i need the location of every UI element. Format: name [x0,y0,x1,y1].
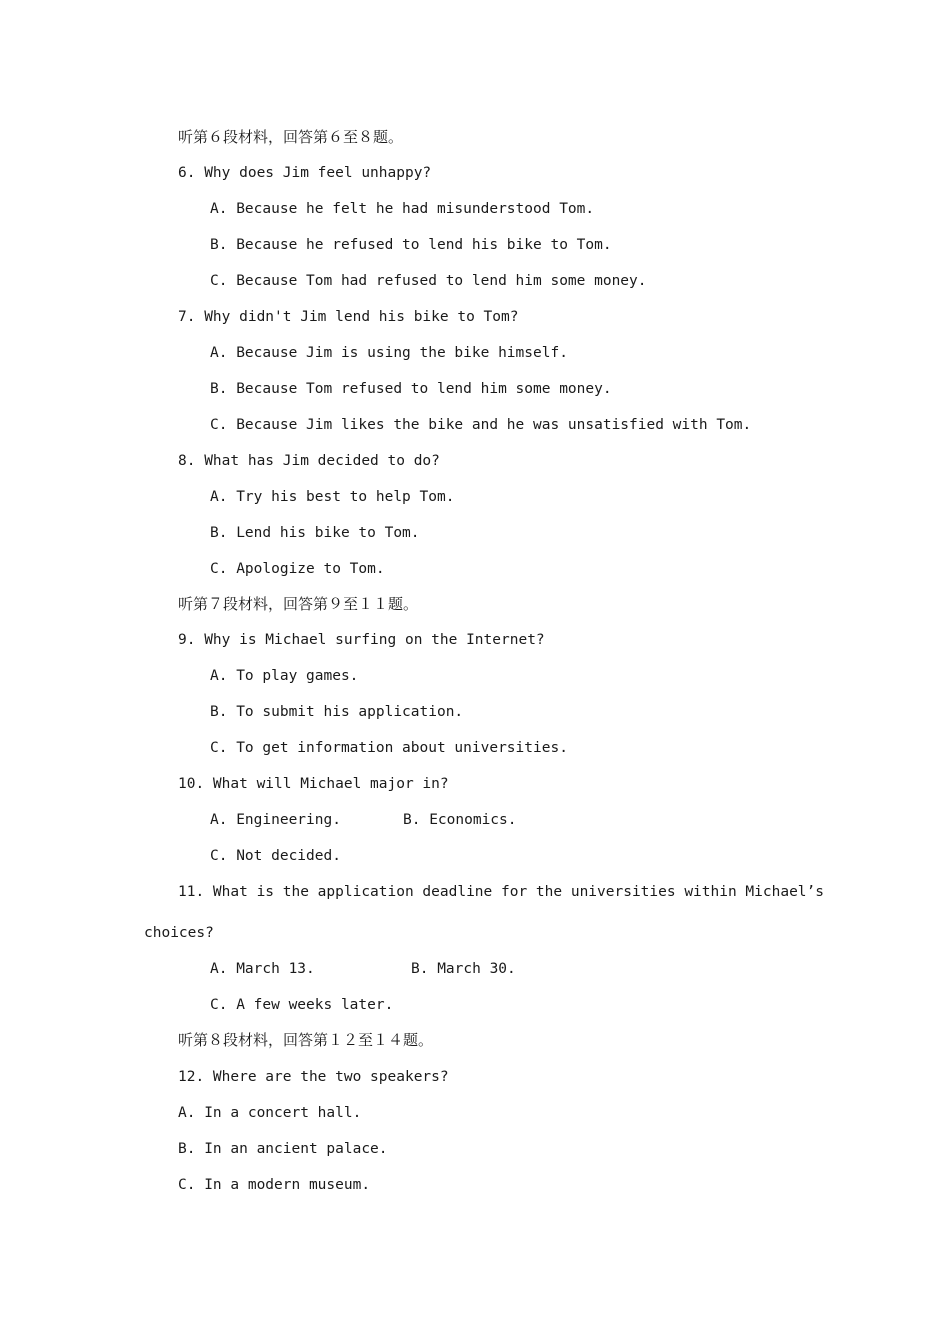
question-8-option-a: A. Try his best to help Tom. [210,489,455,505]
question-6-stem: 6. Why does Jim feel unhappy? [178,165,432,181]
question-11-option-c: C. A few weeks later. [210,997,394,1013]
question-6-option-a: A. Because he felt he had misunderstood Tom. [210,201,595,217]
question-12-stem: 12. Where are the two speakers? [178,1069,449,1085]
question-9-option-a: A. To play games. [210,668,359,684]
question-10-option-a: A. Engineering. [210,812,341,828]
question-7-option-b: B. Because Tom refused to lend him some money. [210,381,612,397]
question-12-option-b: B. In an ancient palace. [178,1141,388,1157]
question-9-option-b: B. To submit his application. [210,704,464,720]
question-8-stem: 8. What has Jim decided to do? [178,453,440,469]
question-7-stem: 7. Why didn't Jim lend his bike to Tom? [178,309,519,325]
question-11-stem-line-2: choices? [144,925,214,941]
question-8-option-b: B. Lend his bike to Tom. [210,525,420,541]
question-11-stem-line-1: 11. What is the application deadline for the universities within Michael’s [178,884,825,900]
question-12-option-c: C. In a modern museum. [178,1177,371,1193]
question-6-option-c: C. Because Tom had refused to lend him some money. [210,273,647,289]
question-11-option-a: A. March 13. [210,961,315,977]
question-9-option-c: C. To get information about universities. [210,740,568,756]
question-7-option-c: C. Because Jim likes the bike and he was unsatisfied with Tom. [210,417,752,433]
question-10-option-b: B. Economics. [403,812,517,828]
question-8-option-c: C. Apologize to Tom. [210,561,385,577]
question-7-option-a: A. Because Jim is using the bike himself. [210,345,568,361]
question-11-option-b: B. March 30. [411,961,516,977]
section-6-header: 听第６段材料，回答第６至８题。 [178,128,404,146]
question-10-stem: 10. What will Michael major in? [178,776,449,792]
section-7-header: 听第７段材料，回答第９至１１题。 [178,595,419,613]
question-12-option-a: A. In a concert hall. [178,1105,362,1121]
question-10-option-c: C. Not decided. [210,848,341,864]
question-6-option-b: B. Because he refused to lend his bike to Tom. [210,237,612,253]
question-9-stem: 9. Why is Michael surfing on the Internet? [178,632,545,648]
section-8-header: 听第８段材料，回答第１２至１４题。 [178,1031,434,1049]
